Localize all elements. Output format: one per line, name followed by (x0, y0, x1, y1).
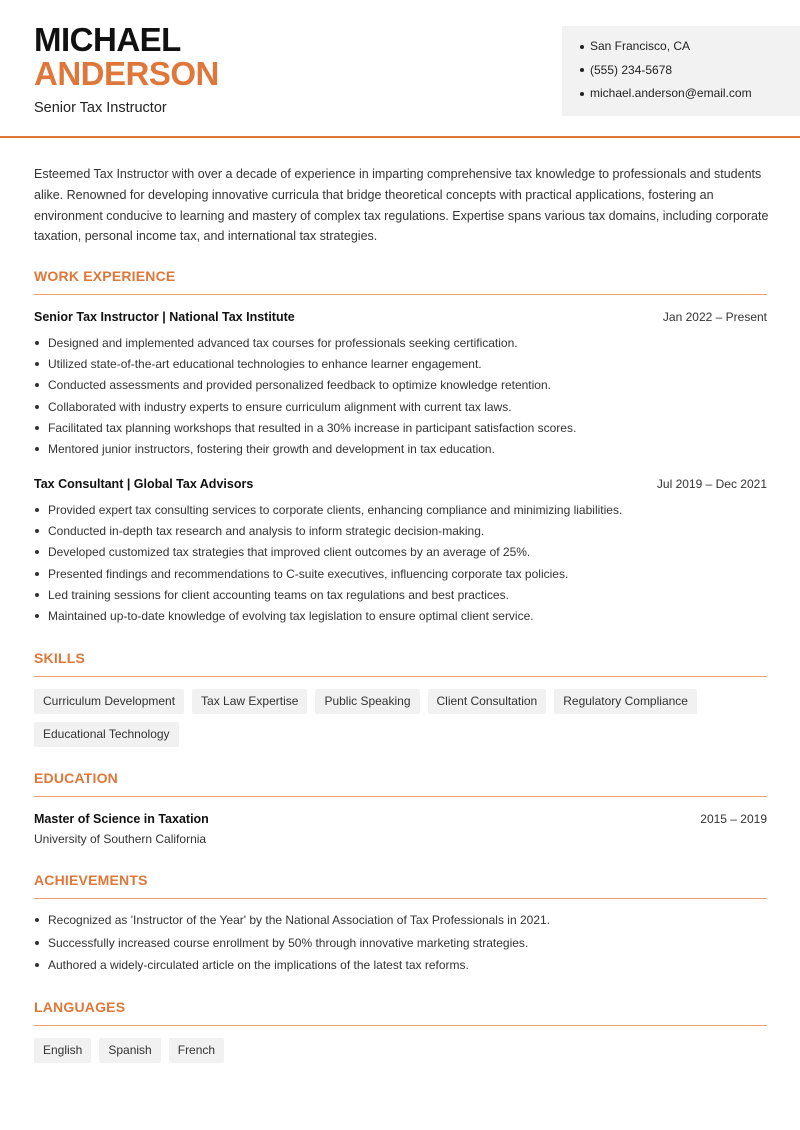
work-section-title: WORK EXPERIENCE (34, 268, 176, 284)
bullet-icon (580, 68, 584, 72)
job-role: Tax Consultant | Global Tax Advisors (34, 477, 254, 491)
list-item: Mentored junior instructors, fostering their growth and development in tax education. (34, 438, 769, 459)
job-header (34, 310, 767, 324)
skills-list (34, 689, 769, 747)
bullet-icon (35, 550, 39, 554)
list-item: Conducted in-depth tax research and analysis to inform strategic decision-making. (34, 520, 769, 541)
bullet-icon (35, 941, 39, 945)
bullet-icon (35, 341, 39, 345)
list-item: Recognized as 'Instructor of the Year' by the National Association of Tax Professionals in 2021. (34, 909, 769, 932)
bullet-icon (35, 383, 39, 387)
education-section-title: EDUCATION (34, 770, 118, 786)
education-header (34, 812, 767, 826)
bullet-icon (35, 963, 39, 967)
bullet-icon (35, 614, 39, 618)
school: University of Southern California (34, 832, 207, 846)
contact-location: San Francisco, CA (580, 35, 800, 59)
education-date: 2015 – 2019 (700, 812, 767, 826)
section-divider (34, 898, 767, 899)
bullet-icon (35, 918, 39, 922)
skills-section-title: SKILLS (34, 650, 85, 666)
list-item: Successfully increased course enrollment by 50% through innovative marketing strategies. (34, 932, 769, 955)
job-date: Jan 2022 – Present (662, 310, 767, 324)
contact-phone: (555) 234-5678 (580, 59, 800, 83)
contact-email: michael.anderson@email.com (580, 82, 800, 106)
skill-chip: Tax Law Expertise (192, 689, 307, 714)
language-chip: English (34, 1038, 91, 1063)
degree: Master of Science in Taxation (34, 812, 209, 826)
list-item: Designed and implemented advanced tax courses for professionals seeking certification. (34, 332, 769, 353)
bullet-icon (35, 593, 39, 597)
section-divider (34, 1025, 767, 1026)
language-chip: French (169, 1038, 224, 1063)
list-item: Facilitated tax planning workshops that resulted in a 30% increase in participant satisfaction scores. (34, 417, 769, 438)
section-divider (34, 796, 767, 797)
last-name: ANDERSON (34, 55, 219, 92)
skill-chip: Regulatory Compliance (554, 689, 697, 714)
bullet-icon (35, 447, 39, 451)
achievements-section-title: ACHIEVEMENTS (34, 872, 148, 888)
bullet-icon (35, 529, 39, 533)
job-header (34, 477, 767, 491)
full-name (34, 23, 219, 91)
list-item: Developed customized tax strategies that improved client outcomes by an average of 25%. (34, 542, 769, 563)
languages-section-title: LANGUAGES (34, 999, 126, 1015)
job-title: Senior Tax Instructor (34, 100, 167, 116)
skill-chip: Educational Technology (34, 722, 179, 747)
list-item: Collaborated with industry experts to ensure curriculum alignment with current tax laws. (34, 396, 769, 417)
contact-box (562, 26, 800, 116)
bullet-icon (35, 508, 39, 512)
achievements-list (34, 909, 769, 977)
section-divider (34, 676, 767, 677)
resume-header (0, 0, 800, 138)
section-divider (34, 294, 767, 295)
list-item: Utilized state-of-the-art educational technologies to enhance learner engagement. (34, 353, 769, 374)
list-item: Led training sessions for client accounting teams on tax regulations and best practices. (34, 584, 769, 605)
job-date: Jul 2019 – Dec 2021 (656, 477, 767, 491)
job-bullets (34, 499, 769, 627)
bullet-icon (35, 572, 39, 576)
skill-chip: Curriculum Development (34, 689, 184, 714)
list-item: Provided expert tax consulting services to corporate clients, enhancing compliance and minimizing liabilities. (34, 499, 769, 520)
list-item: Maintained up-to-date knowledge of evolving tax legislation to ensure optimal client service. (34, 605, 769, 626)
language-chip: Spanish (99, 1038, 160, 1063)
bullet-icon (35, 405, 39, 409)
bullet-icon (35, 362, 39, 366)
list-item: Authored a widely-circulated article on the implications of the latest tax reforms. (34, 954, 769, 977)
first-name: MICHAEL (34, 21, 181, 58)
bullet-icon (580, 45, 584, 49)
languages-list (34, 1038, 769, 1063)
bullet-icon (35, 426, 39, 430)
list-item: Conducted assessments and provided personalized feedback to optimize knowledge retention. (34, 375, 769, 396)
skill-chip: Public Speaking (315, 689, 419, 714)
job-bullets (34, 332, 769, 460)
job-role: Senior Tax Instructor | National Tax Institute (34, 310, 295, 324)
skill-chip: Client Consultation (428, 689, 547, 714)
summary-paragraph: Esteemed Tax Instructor with over a decade of experience in imparting comprehensive tax knowledge to professionals and students alike. Renowned for developing innovative curricula that bridge theoretical concepts with practical applications, fostering an environment conducive to learning and mastery of complex tax regulations. Expertise spans various tax domains, including corporate taxation, personal income tax, and international tax strategies. (34, 167, 769, 244)
bullet-icon (580, 92, 584, 96)
list-item: Presented findings and recommendations to C-suite executives, influencing corporate tax policies. (34, 563, 769, 584)
